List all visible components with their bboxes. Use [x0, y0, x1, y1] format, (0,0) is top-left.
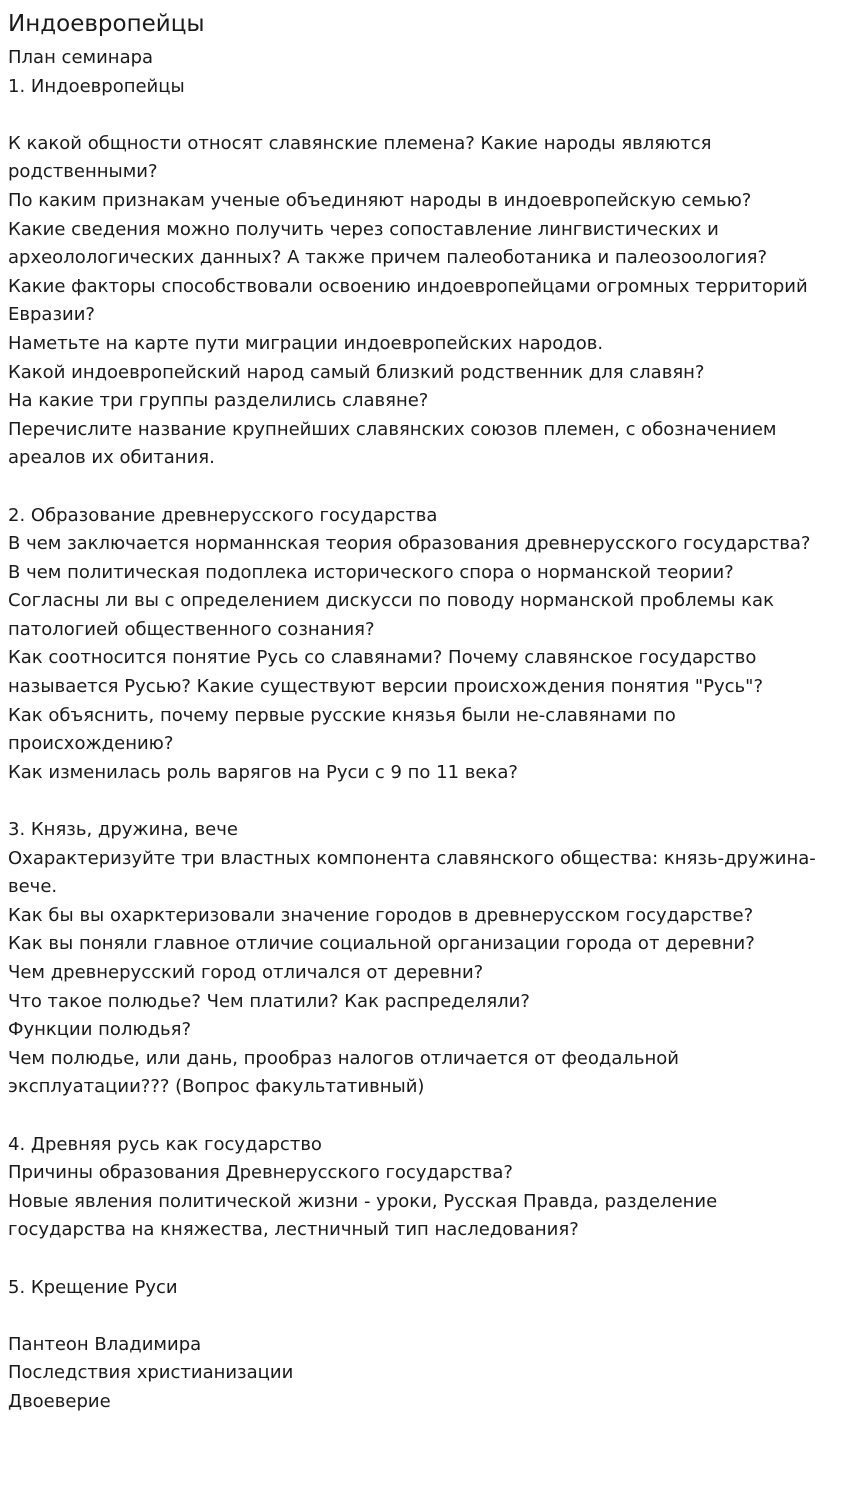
text-line: Чем полюдье, или дань, прообраз налогов отличается от феодальной эксплуатации??? (Вопрос факультативный) [8, 1047, 679, 1098]
page-title: Индоевропейцы [8, 11, 205, 37]
text-line: В чем заключается норманнская теория образования древнерусского государства? [8, 533, 811, 555]
blank-line [8, 1102, 839, 1131]
text-line: 2. Образование древнерусского государства [8, 504, 438, 526]
text-line: Двоеверие [8, 1390, 111, 1412]
text-line: Что такое полюдье? Чем платили? Как распределяли? [8, 990, 530, 1012]
text-line: Какой индоевропейский народ самый близкий родственник для славян? [8, 361, 705, 383]
blank-line [8, 1245, 839, 1274]
text-line: 1. Индоевропейцы [8, 75, 185, 97]
text-line: Как изменилась роль варягов на Руси с 9 по 11 века? [8, 761, 518, 783]
text-line: Причины образования Древнерусского государства? [8, 1162, 513, 1184]
text-line: Как объяснить, почему первые русские князья были не-славянами по происхождению? [8, 704, 676, 755]
text-line: Перечислите название крупнейших славянских союзов племен, с обозначением ареалов их обитания. [8, 418, 777, 469]
text-line: К какой общности относят славянские племена? Какие народы являются родственными? [8, 132, 712, 183]
text-line: Функции полюдья? [8, 1019, 192, 1041]
text-line: 3. Князь, дружина, вече [8, 819, 238, 841]
text-line: Чем древнерусский город отличался от деревни? [8, 962, 484, 983]
text-line: По каким признакам ученые объединяют народы в индоевропейскую семью? [8, 189, 752, 211]
text-line: Какие факторы способствовали освоению индоевропейцами огромных территорий Евразии? [8, 275, 808, 326]
blank-line [8, 473, 839, 502]
text-line: Пантеон Владимира [8, 1333, 202, 1355]
text-line: Наметьте на карте пути миграции индоевропейских народов. [8, 332, 604, 354]
text-line: Как соотносится понятие Русь со славянами? Почему славянское государство называется Русью? Какие существуют версии происхождения понятия "Русь"? [8, 647, 763, 698]
text-line: Последствия христианизации [8, 1362, 294, 1384]
text-line: Охарактеризуйте три властных компонента славянского общества: князь-дружина-вече. [8, 847, 816, 898]
text-line: В чем политическая подоплека исторического спора о норманской теории? [8, 561, 734, 583]
text-line: Как вы поняли главное отличие социальной организации города от деревни? [8, 933, 755, 955]
text-line: Согласны ли вы с определением дискусси по поводу норманской проблемы как патологией общественного сознания? [8, 590, 774, 640]
blank-line [8, 101, 839, 130]
text-line: План семинара [8, 47, 154, 68]
blank-line [8, 1302, 839, 1331]
text-line: На какие три группы разделились славяне? [8, 390, 429, 412]
text-line: Новые явления политической жизни - уроки, Русская Правда, разделение государства на княжества, лестничный тип наследования? [8, 1190, 718, 1241]
text-line: 5. Крещение Руси [8, 1276, 178, 1298]
text-line: Какие сведения можно получить через сопоставление лингвистических и археолологических данных? А также причем палеоботаника и палеозоология? [8, 218, 767, 269]
blank-line [8, 787, 839, 816]
document-body [8, 44, 839, 1417]
text-line: 4. Древняя русь как государство [8, 1133, 322, 1155]
text-line: Как бы вы охарктеризовали значение городов в древнерусском государстве? [8, 904, 754, 926]
